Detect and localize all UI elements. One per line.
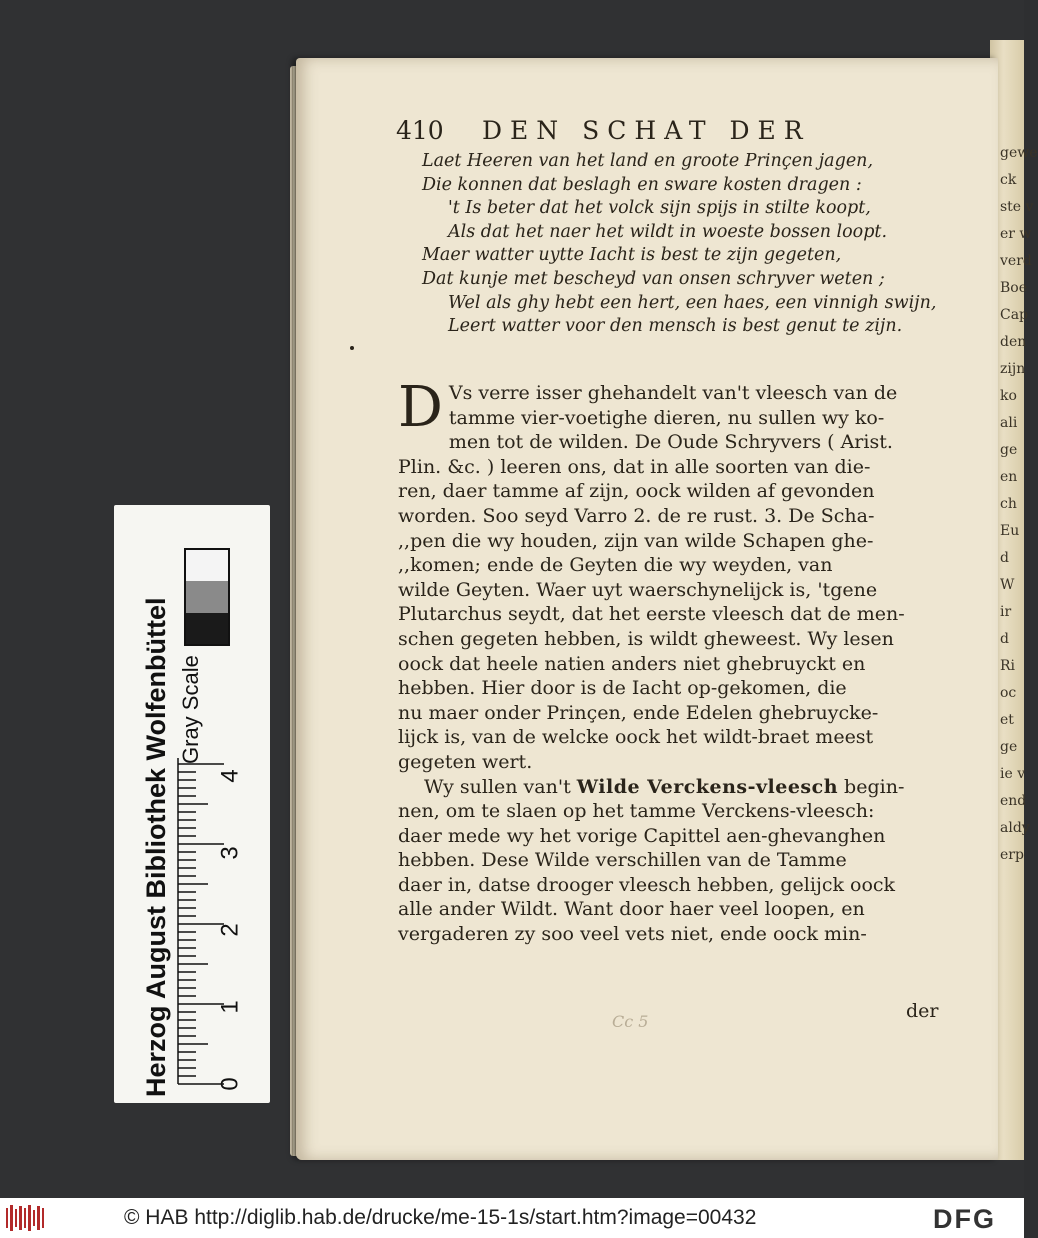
drop-cap: D xyxy=(398,375,443,440)
header-title: DEN SCHAT DER xyxy=(482,116,811,145)
next-page-fragment: et xyxy=(1000,712,1014,728)
signature-mark: Cc 5 xyxy=(612,1012,649,1031)
institution-label: Herzog August Bibliothek Wolfenbüttel xyxy=(141,597,171,1097)
poem-line: Dat kunje met bescheyd van onsen schryver weten ; xyxy=(422,268,885,289)
poem-line: Wel als ghy hebt een hert, een haes, een vinnigh swijn, xyxy=(448,292,937,313)
poem-line: Leert watter voor den mensch is best genut te zijn. xyxy=(448,316,903,337)
next-page-fragment: W xyxy=(1000,577,1015,593)
footer-url[interactable]: © HAB http://diglib.hab.de/drucke/me-15-1s/start.htm?image=00432 xyxy=(124,1206,757,1229)
next-page-fragment: ge xyxy=(1000,442,1018,458)
paragraph-1 xyxy=(398,375,958,775)
next-page-fragment: gewe xyxy=(1000,145,1038,161)
text-line: ,,pen die wy houden, zijn van wilde Schapen ghe- xyxy=(398,529,874,552)
text-line: daer in, datse drooger vleesch hebben, gelijck oock xyxy=(398,873,896,896)
ruler-number: 2 xyxy=(216,923,244,937)
text-line: hebben. Dese Wilde verschillen van de Tamme xyxy=(398,849,847,872)
next-page-fragment: oc xyxy=(1000,685,1017,701)
ruler-number: 3 xyxy=(216,846,244,860)
ruler-number: 1 xyxy=(216,1000,244,1014)
next-page-fragment: ko xyxy=(1000,388,1017,404)
next-page-fragment: ali xyxy=(1000,415,1018,431)
dfg-logo: DFG xyxy=(933,1204,996,1234)
text-line: schen gegeten hebben, is wildt gheweest. Wy lesen xyxy=(398,627,894,650)
text-line: tamme vier-voetighe dieren, nu sullen wy ko- xyxy=(448,406,885,429)
swatch-white xyxy=(186,550,228,581)
text-line: gegeten wert. xyxy=(398,750,533,773)
ruler-number: 4 xyxy=(216,769,244,783)
text-line: ren, daer tamme af zijn, oock wilden af gevonden xyxy=(398,480,875,503)
text-line: nu maer onder Prinçen, ende Edelen ghebruycke- xyxy=(398,701,879,724)
next-page-fragment: ch xyxy=(1000,496,1017,512)
text-line: alle ander Wildt. Want door haer veel loopen, en xyxy=(398,898,865,921)
paragraph-2-first-line xyxy=(398,775,958,800)
next-page-fragment: d xyxy=(1000,631,1009,647)
next-page-fragment: den xyxy=(1000,334,1027,350)
next-page-fragment: ie v xyxy=(1000,766,1026,782)
paragraph-2 xyxy=(398,799,958,947)
body-text xyxy=(398,375,958,947)
next-page-fragment: end xyxy=(1000,793,1027,809)
text-line: vergaderen zy soo veel vets niet, ende oock min- xyxy=(398,923,867,946)
text-line: men tot de wilden. De Oude Schryvers ( Arist. xyxy=(448,431,893,454)
poem-line: Die konnen dat beslagh en sware kosten dragen : xyxy=(422,174,862,195)
next-page-fragment: Boe xyxy=(1000,280,1028,296)
text-line: Vs verre isser ghehandelt van't vleesch van de xyxy=(448,382,898,404)
text-line: nen, om te slaen op het tamme Verckens-vleesch: xyxy=(398,800,875,823)
next-page-fragment: en xyxy=(1000,469,1018,485)
next-page-fragment: ste v xyxy=(1000,199,1034,215)
ruler-number: 0 xyxy=(216,1077,244,1091)
text-line: daer mede wy het vorige Capittel aen-ghevanghen xyxy=(398,824,886,847)
text-line: hebben. Hier door is de Iacht op-gekomen, die xyxy=(398,677,847,700)
text-segment: Wy sullen van't xyxy=(424,775,577,798)
next-page-fragment: d xyxy=(1000,550,1009,566)
next-page-fragments xyxy=(1000,140,1038,869)
poem-line: Maer watter uytte Iacht is best te zijn gegeten, xyxy=(422,245,842,266)
text-line: worden. Soo seyd Varro 2. de re rust. 3. De Scha- xyxy=(398,504,875,527)
margin-mark xyxy=(350,346,354,350)
footer-bar xyxy=(0,1198,1024,1238)
poem-line: Laet Heeren van het land en groote Prinçen jagen, xyxy=(422,151,874,171)
next-page-fragment: aldy xyxy=(1000,820,1030,836)
gray-swatches xyxy=(184,548,230,646)
next-page-fragment: erp xyxy=(1000,847,1024,863)
text-line: Plutarchus seydt, dat het eerste vleesch dat de men- xyxy=(398,603,905,626)
poem-line: 't Is beter dat het volck sijn spijs in stilte koopt, xyxy=(448,198,871,219)
grayscale-label: Gray Scale xyxy=(178,655,203,764)
text-segment: begin- xyxy=(838,775,905,798)
text-line: wilde Geyten. Waer uyt waerschynelijck is, 'tgene xyxy=(398,578,878,601)
swatch-black xyxy=(186,613,228,644)
next-page-fragment: er w xyxy=(1000,226,1032,242)
next-page-fragment: zijn xyxy=(1000,361,1026,377)
next-page-fragment: Ri xyxy=(1000,658,1016,674)
ruler xyxy=(178,748,260,1092)
next-page-fragment: ir xyxy=(1000,604,1012,620)
next-page-fragment: Eu xyxy=(1000,523,1020,539)
text-line: oock dat heele natien anders niet ghebruyckt en xyxy=(398,652,866,675)
poem xyxy=(422,150,937,339)
next-page-fragment: ge xyxy=(1000,739,1018,755)
text-line: lijck is, van de welcke oock het wildt-braet meest xyxy=(398,726,874,749)
text-line: ,,komen; ende de Geyten die wy weyden, van xyxy=(398,554,833,577)
blackletter-title: Wilde Verckens-vleesch xyxy=(576,775,839,798)
page-number: 410 xyxy=(396,116,444,145)
swatch-gray xyxy=(186,581,228,612)
next-page-fragment: verd xyxy=(1000,253,1032,269)
next-page-fragment: Cap xyxy=(1000,307,1029,323)
barcode-icon xyxy=(6,1205,46,1231)
catchword: der xyxy=(906,1000,939,1022)
next-page-fragment: ck xyxy=(1000,172,1017,188)
poem-line: Als dat het naer het wildt in woeste bossen loopt. xyxy=(448,221,888,242)
text-line: Plin. &c. ) leeren ons, dat in alle soorten van die- xyxy=(398,455,871,478)
running-head xyxy=(396,116,876,146)
